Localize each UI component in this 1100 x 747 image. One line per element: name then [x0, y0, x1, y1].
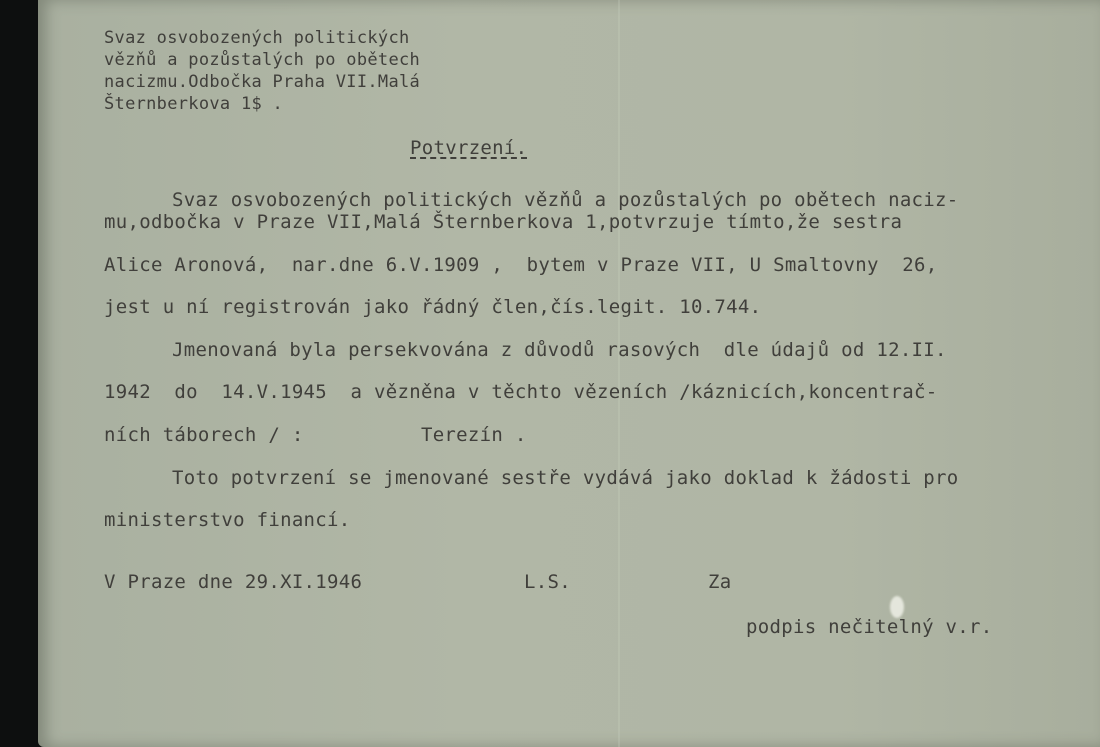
paper-stain: [890, 596, 904, 618]
seal-mark: L.S.: [524, 571, 571, 593]
signature-note: podpis nečitelný v.r.: [746, 616, 993, 638]
paper-fold: [618, 0, 620, 747]
place-and-date: V Praze dne 29.XI.1946: [104, 571, 363, 593]
paragraph-1-line-1: Svaz osvobozených politických vězňů a pozůstalých po obětech naciz-: [172, 189, 959, 211]
paragraph-3-line-1: Toto potvrzení se jmenované sestře vydává jako doklad k žádosti pro: [172, 467, 959, 489]
paragraph-3-line-2: ministerstvo financí.: [104, 509, 351, 531]
org-header-line-3: nacizmu.Odbočka Praha VII.Malá: [104, 72, 421, 92]
org-header-line-4: Šternberkova 1$ .: [104, 94, 284, 114]
paragraph-2-line-2: 1942 do 14.V.1945 a vězněna v těchto vězeních /káznicích,koncentrač-: [104, 381, 938, 403]
org-header-line-1: Svaz osvobozených politických: [104, 28, 410, 48]
document-title: Potvrzení.: [410, 137, 528, 159]
paragraph-1-line-4: jest u ní registrován jako řádný člen,čís.legit. 10.744.: [104, 296, 762, 318]
signature-prefix: Za: [708, 571, 732, 593]
org-header-line-2: vězňů a pozůstalých po obětech: [104, 50, 421, 70]
paragraph-2-line-1: Jmenovaná byla persekvována z důvodů rasových dle údajů od 12.II.: [172, 339, 947, 361]
paragraph-1-line-2: mu,odbočka v Praze VII,Malá Šternberkova 1,potvrzuje tímto,že sestra: [104, 211, 903, 233]
paragraph-2-line-3: ních táborech / : Terezín .: [104, 424, 527, 446]
paragraph-1-line-3: Alice Aronová, nar.dne 6.V.1909 , bytem v Praze VII, U Smaltovny 26,: [104, 254, 938, 276]
